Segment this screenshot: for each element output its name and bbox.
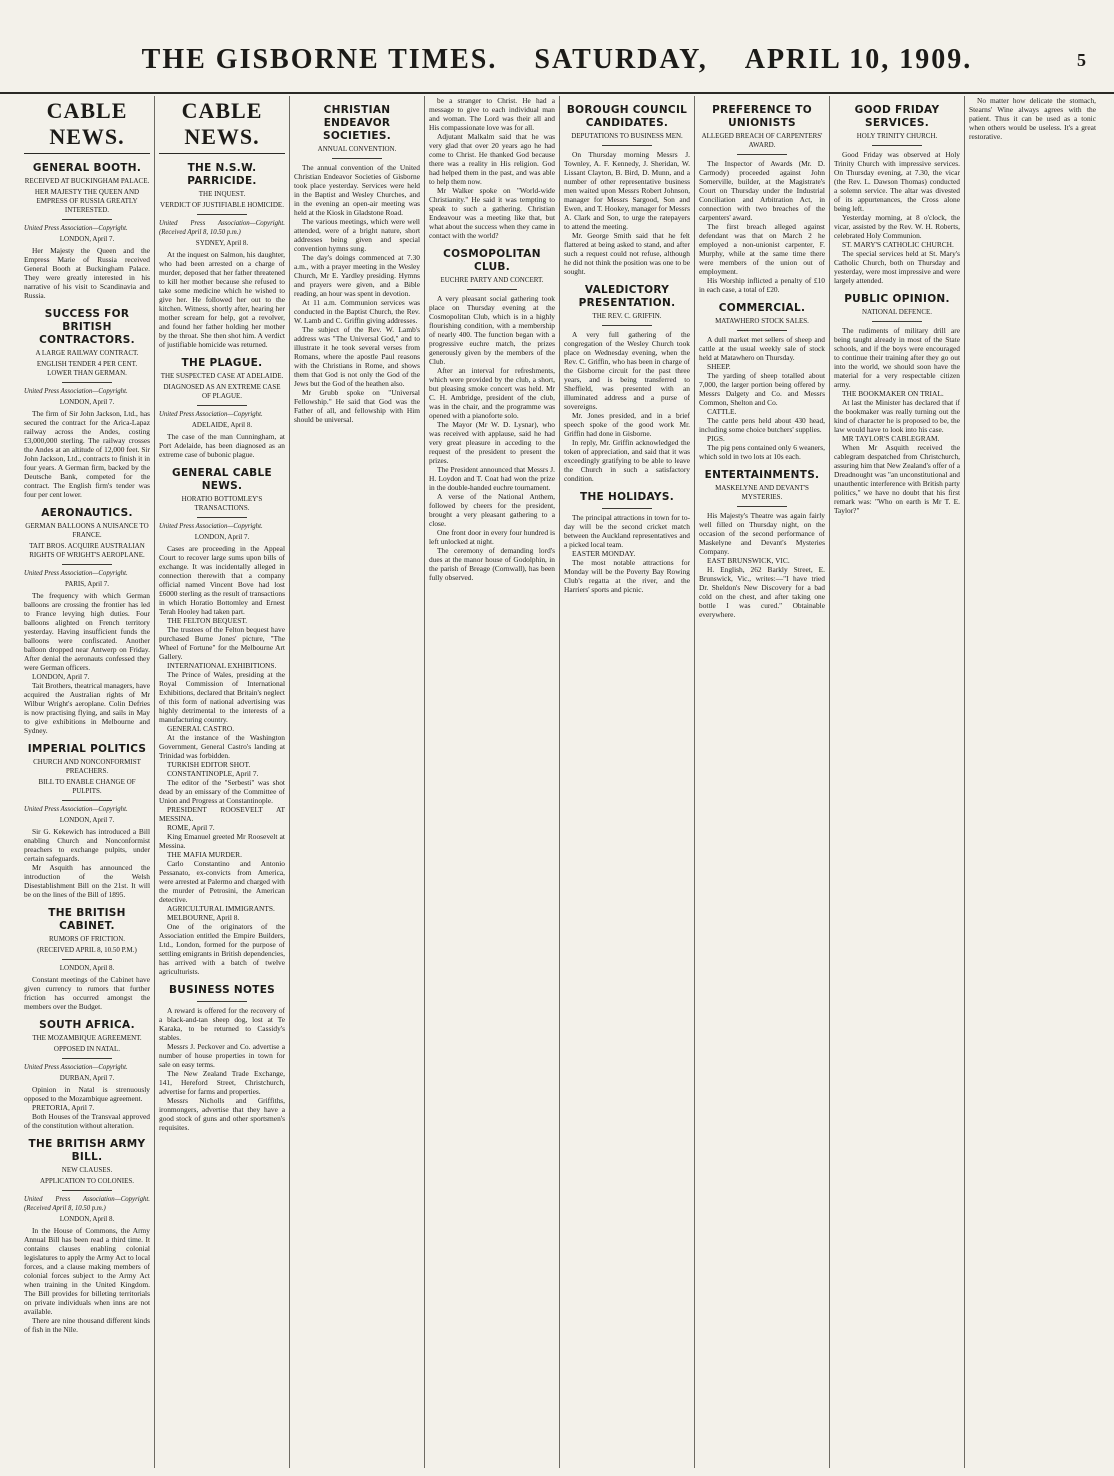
column-7 [830, 96, 965, 1468]
article-subheading: DIAGNOSED AS AN EXTREME CASE OF PLAGUE. [163, 383, 281, 400]
article [24, 162, 150, 300]
article [564, 284, 690, 483]
dateline: LONDON, April 8. [59, 964, 115, 972]
article-paragraph: THE MAFIA MURDER. [167, 850, 242, 859]
article-subheading: NATIONAL DEFENCE. [861, 308, 933, 316]
article-paragraph: In reply, Mr. Griffin acknowledged the token of appreciation, and said that it was exceedingly gratifying to be able to leave the Church in such a satisfactory condition. [564, 438, 690, 483]
article-paragraph: ST. MARY'S CATHOLIC CHURCH. [842, 240, 954, 249]
article-paragraph: At last the Minister has declared that if the bookmaker was really turning out the kind of character he is proposed to be, the law would have to look into his case. [834, 398, 960, 434]
article-paragraph: TURKISH EDITOR SHOT. [167, 760, 251, 769]
article-headline: COMMERCIAL. [718, 302, 806, 314]
article-headline: THE PLAGUE. [181, 357, 263, 369]
column-8 [965, 96, 1100, 1468]
article-subheading: EUCHRE PARTY AND CONCERT. [440, 276, 544, 284]
wire-credit: United Press Association—Copyright. [159, 523, 263, 530]
divider [197, 405, 247, 406]
column-6 [695, 96, 830, 1468]
article-headline: VALEDICTORY PRESENTATION. [578, 284, 676, 309]
article-paragraph: ROME, April 7. [167, 823, 215, 832]
article-headline: CHRISTIAN ENDEAVOR SOCIETIES. [322, 104, 392, 142]
article-paragraph: THE FELTON BEQUEST. [167, 616, 248, 625]
article-headline: BOROUGH COUNCIL CANDIDATES. [566, 104, 688, 129]
divider [62, 800, 112, 801]
article-paragraph: In the House of Commons, the Army Annual Bill has been read a third time. It contains clauses enabling colonial legislatures to apply the Army Act to local forces, and a clause making members of colonial forces subject to the Army Act when training in the United Kingdom. The Bill provides for billeting territorials on private individuals when inns are not available. [24, 1226, 150, 1316]
article-paragraph: There are nine thousand different kinds of fish in the Nile. [24, 1316, 150, 1334]
article-subheading: (RECEIVED APRIL 8, 10.50 P.M.) [37, 946, 137, 954]
article [24, 1138, 150, 1334]
article-paragraph: MR TAYLOR'S CABLEGRAM. [842, 434, 940, 443]
article [429, 96, 555, 240]
article [159, 467, 285, 976]
dateline: ADELAIDE, April 8. [191, 421, 253, 429]
wire-credit: United Press Association—Copyright. [24, 1064, 128, 1071]
issue-date: APRIL 10, 1909. [744, 44, 973, 75]
dateline: PARIS, April 7. [64, 580, 110, 588]
article-paragraph: At 11 a.m. Communion services was conducted in the Baptist Church, the Rev. W. Lamb and C. Griffin giving addresses. [294, 298, 420, 325]
article-paragraph: The rudiments of military drill are being taught already in most of the State schools, and if the boys were encouraged to continue their training after they go out into the world, we should soon have the material for a very respectable citizen army. [834, 326, 960, 389]
article-headline: BUSINESS NOTES [168, 984, 276, 996]
article-paragraph: The President announced that Messrs J. H. Loydon and T. Coat had won the prize in the double-handed euchre tournament. [429, 465, 555, 492]
divider [197, 1001, 247, 1002]
article-subheading: HORATIO BOTTOMLEY'S TRANSACTIONS. [181, 495, 263, 512]
article-subheading: THE REV. C. GRIFFIN. [592, 312, 662, 320]
article [24, 907, 150, 1011]
dateline: LONDON, April 7. [194, 533, 250, 541]
divider [872, 145, 922, 146]
article [429, 248, 555, 528]
article-paragraph: Messrs Nicholls and Griffiths, ironmongers, advertise that they have a good stock of guns and other sportsmen's requisites. [159, 1096, 285, 1132]
article-paragraph: THE BOOKMAKER ON TRIAL. [842, 389, 944, 398]
divider [62, 1058, 112, 1059]
divider [602, 325, 652, 326]
article-paragraph: LONDON, April 7. [32, 672, 90, 681]
article-paragraph: The principal attractions in town for to-day will be the second cricket match between the Auckland representatives and a picked local team. [564, 513, 690, 549]
divider [602, 508, 652, 509]
article-headline: THE BRITISH ARMY BILL. [28, 1138, 146, 1163]
article-paragraph: The Inspector of Awards (Mr. D. Carmody) proceeded against John Somerville, builder, at the Magistrate's Court on Thursday under the Industrial Conciliation and Arbitration Act, in connection with two breaches of the carpenters' award. [699, 159, 825, 222]
article-headline: GENERAL CABLE NEWS. [172, 467, 272, 492]
column-2 [155, 96, 290, 1468]
article-subheading: ENGLISH TENDER 4 PER CENT. LOWER THAN GERMAN. [36, 360, 138, 377]
dateline: LONDON, April 8. [59, 1215, 115, 1223]
article-headline: PREFERENCE TO UNIONISTS [712, 104, 812, 129]
article [159, 162, 285, 349]
article-paragraph: Mr Grubb spoke on "Universal Fellowship." He said that God was the Father of all, and fellowship with Him should be universal. [294, 388, 420, 424]
article-paragraph: Adjutant Malkalm said that he was very glad that over 20 years ago he had come to Christ. He thanked God because there was a reality in His religion. God had helped them in the past, and was able to help them now. [429, 132, 555, 186]
divider [332, 158, 382, 159]
dateline: DURBAN, April 7. [59, 1074, 115, 1082]
article-paragraph: Sir G. Kekewich has introduced a Bill enabling Church and Nonconformist preachers to exchange pulpits, under certain safeguards. [24, 827, 150, 863]
article-paragraph: Mr. Jones presided, and in a brief speech spoke of the good work Mr. Griffin had done in Gisborne. [564, 411, 690, 438]
article-subheading: APPLICATION TO COLONIES. [39, 1177, 135, 1185]
article-subheading: HOLY TRINITY CHURCH. [856, 132, 938, 140]
article-paragraph: The ceremony of demanding lord's dues at the manor house of Godolphin, in the parish of Breage (Cornwall), has been fully observed. [429, 546, 555, 582]
article-headline: AERONAUTICS. [41, 507, 133, 519]
article-paragraph: A dull market met sellers of sheep and cattle at the usual weekly sale of stock held at Matawhero on Thursday. [699, 335, 825, 362]
article-paragraph: H. English, 262 Barkly Street, E. Brunswick, Vic., writes:—"I have tried Dr. Sheldon's New Discovery for a bad cold on the chest, and after taking one bottle I was cured." Obtainable everywhere. [699, 565, 825, 619]
article-paragraph: EASTER MONDAY. [572, 549, 636, 558]
article-paragraph: AGRICULTURAL IMMIGRANTS. [167, 904, 275, 913]
article-paragraph: No matter how delicate the stomach, Stearns' Wine always agrees with the patient. Thus it can be used as a tonic when others would be useless. It's a great restorative. [969, 96, 1096, 141]
column-3 [290, 96, 425, 1468]
article [24, 507, 150, 735]
article-subheading: VERDICT OF JUSTIFIABLE HOMICIDE. [160, 201, 284, 209]
wire-credit: United Press Association—Copyright. [24, 388, 128, 395]
article-paragraph: MELBOURNE, April 8. [167, 913, 240, 922]
newspaper-columns [20, 96, 1100, 1468]
article-paragraph: SHEEP. [707, 362, 731, 371]
article [699, 302, 825, 461]
wire-credit: United Press Association—Copyright. [24, 225, 128, 232]
article-headline: THE N.S.W. PARRICIDE. [187, 162, 257, 187]
article-paragraph: At the inquest on Salmon, his daughter, who had been arrested on a charge of murder, deposed that her father threatened to kill her mother because she refused to take some medicine which he wished to give her. He followed her out to the kitchen. Witness, shortly after, hearing her mother scream for help, got a revolver, and found her father holding her mother by the throat. She then shot him. A verdict of justifiable homicide was returned. [159, 250, 285, 349]
article-subheading: THE MOZAMBIQUE AGREEMENT. [32, 1034, 142, 1042]
article-paragraph: The subject of the Rev. W. Lamb's address was "The Universal God," and to illustrate it he took several verses from Romans, where the apostle Paul reasons with the Christians in Rome, and shows them that God is not only the God of the Jews but the God of the heathen also. [294, 325, 420, 388]
article-paragraph: Good Friday was observed at Holy Trinity Church with impressive services. On Thursday evening, at 7.30, the vicar (the Rev. L. Dawson Thomas) conducted a solemn service. The altar was divested of its appurtenances, the Cross alone being left. [834, 150, 960, 213]
dateline: LONDON, April 7. [59, 235, 115, 243]
divider [62, 1190, 112, 1191]
wire-credit: United Press Association—Copyright. [159, 411, 263, 418]
article-subheading: THE INQUEST. [198, 190, 246, 198]
article-paragraph: A reward is offered for the recovery of a black-and-tan sheep dog, lost at Te Karaka, to be returned to Cassidy's stables. [159, 1006, 285, 1042]
divider [62, 219, 112, 220]
article-paragraph: Messrs J. Peckover and Co. advertise a number of house properties in town for sale on easy terms. [159, 1042, 285, 1069]
article-paragraph: INTERNATIONAL EXHIBITIONS. [167, 661, 277, 670]
article-paragraph: PRETORIA, April 7. [32, 1103, 95, 1112]
article-subheading: ALLEGED BREACH OF CARPENTERS' AWARD. [701, 132, 823, 149]
article [24, 1019, 150, 1130]
article-subheading: THE SUSPECTED CASE AT ADELAIDE. [160, 372, 284, 380]
article-paragraph: EAST BRUNSWICK, VIC. [707, 556, 790, 565]
divider [602, 145, 652, 146]
article-paragraph: PRESIDENT ROOSEVELT AT MESSINA. [159, 805, 285, 823]
article-paragraph: Cases are proceeding in the Appeal Court to recover large sums upon bills of exchange. It was incidentally alleged in connection therewith that a company official named Vincent Bove had lost £6000 sterling as the result of transactions in which Horatio Bottomley and Ernest Terah Hooley had taken part. [159, 544, 285, 616]
article-paragraph: Opinion in Natal is strenuously opposed to the Mozambique agreement. [24, 1085, 150, 1103]
wire-credit: United Press Association—Copyright. (Received April 8, 10.50 p.m.) [159, 220, 285, 236]
article-paragraph: Her Majesty the Queen and the Empress Marie of Russia received General Booth at Buckingham Palace. They were greatly interested in his narrative of his visit to Scandinavia and Russia. [24, 246, 150, 300]
article [699, 104, 825, 294]
article-paragraph: The special services held at St. Mary's Catholic Church, both on Thursday and yesterday, were most impressive and were largely attended. [834, 249, 960, 285]
article [834, 104, 960, 285]
article-paragraph: His Majesty's Theatre was again fairly well filled on Thursday night, on the occasion of the second performance of Maskelyne and Devant's Mysteries Company. [699, 511, 825, 556]
article-paragraph: Mr Walker spoke on "World-wide Christianity." He said it was tempting to speak to such a gathering. Christian Endeavour was a meeting like that, but what about the success when they came in contact with the world? [429, 186, 555, 240]
article [564, 491, 690, 594]
masthead-title [0, 44, 1114, 76]
article-headline: THE HOLIDAYS. [580, 491, 674, 503]
masthead [0, 0, 1114, 94]
divider [737, 330, 787, 331]
article-paragraph: The Mayor (Mr W. D. Lysnar), who was received with applause, said he had very great pleasure in acceding to the request of the president to present the prizes. [429, 420, 555, 465]
article-paragraph: The most notable attractions for Monday will be the Poverty Bay Rowing Club's regatta at the river, and the Harriers' sports and picnic. [564, 558, 690, 594]
article-paragraph: CONSTANTINOPLE, April 7. [167, 769, 259, 778]
article-subheading: DEPUTATIONS TO BUSINESS MEN. [571, 132, 683, 140]
article-paragraph: The annual convention of the United Christian Endeavor Societies of Gisborne took place yesterday. Services were held in the Baptist and Wesley Churches, and in the evening an open-air meeting was held at the Kiosk in Gladstone Road. [294, 163, 420, 217]
dateline: SYDNEY, April 8. [195, 239, 249, 247]
article [159, 357, 285, 459]
issue-day: SATURDAY, [534, 44, 708, 75]
article-paragraph: The editor of the "Serbesti" was shot dead by an emissary of the Committee of Union and Progress at Constantinople. [159, 778, 285, 805]
article [24, 743, 150, 899]
article [159, 984, 285, 1132]
article-paragraph: The cattle pens held about 430 head, including some choice butchers' supplies. [699, 416, 825, 434]
article-paragraph: One front door in every four hundred is left unlocked at night. [429, 528, 555, 546]
article [969, 96, 1096, 141]
article-headline: SUCCESS FOR BRITISH CONTRACTORS. [39, 308, 135, 346]
article-paragraph: Both Houses of the Transvaal approved of the constitution without alteration. [24, 1112, 150, 1130]
article-subheading: BILL TO ENABLE CHANGE OF PULPITS. [38, 778, 136, 795]
article-headline: ENTERTAINMENTS. [704, 469, 820, 481]
divider [62, 382, 112, 383]
article-paragraph: When Mr Asquith received the cablegram despatched from Christchurch, assuring him that New Zealand's offer of a Dreadnought was "an unconstitutional and unauthentic interference with British party politics," we have no doubt that his first remark was: "Who on earth is Mr T. E. Taylor?" [834, 443, 960, 515]
article-subheading: RECEIVED AT BUCKINGHAM PALACE. [24, 177, 150, 185]
article-paragraph: At the instance of the Washington Government, General Castro's landing at Trinidad was forbidden. [159, 733, 285, 760]
divider [872, 321, 922, 322]
article-headline: SOUTH AFRICA. [39, 1019, 135, 1031]
column-4 [425, 96, 560, 1468]
article-paragraph: The Prince of Wales, presiding at the Royal Commission of International Exhibitions, declared that Britain's neglect of this form of national advertising was highly detrimental to the interests of a manufacturing country. [159, 670, 285, 724]
column-1 [20, 96, 155, 1468]
article [24, 308, 150, 499]
article-paragraph: On Thursday morning Messrs J. Townley, A. F. Kennedy, J. Sheridan, W. Lissant Clayton, B. Bird, D. Munn, and a number of other representative business men waited upon Messrs Robert Johnson, manager for Messrs Sargood, Son and Ewen, and T. Hookey, manager for Messrs A. Clark and Son, to urge the ratepayers to attend the meeting. [564, 150, 690, 231]
divider [62, 564, 112, 565]
article [429, 528, 555, 582]
article-paragraph: The case of the man Cunningham, at Port Adelaide, has been diagnosed as an extreme case of bubonic plague. [159, 432, 285, 459]
article-paragraph: The yarding of sheep totalled about 7,000, the larger portion being offered by Messrs Dalgety and Co. and Messrs Common, Shelton and Co. [699, 371, 825, 407]
article-subheading: A LARGE RAILWAY CONTRACT. [35, 349, 139, 357]
article-subheading: HER MAJESTY THE QUEEN AND EMPRESS OF RUSSIA GREATLY INTERESTED. [34, 188, 140, 214]
article-subheading: MATAWHERO STOCK SALES. [715, 317, 809, 325]
article-headline: IMPERIAL POLITICS [27, 743, 147, 755]
article-paragraph: A verse of the National Anthem, followed by cheers for the president, brought a very pleasant gathering to a close. [429, 492, 555, 528]
wire-credit: United Press Association—Copyright. [24, 570, 128, 577]
article-subheading: NEW CLAUSES. [61, 1166, 113, 1174]
article-paragraph: CATTLE. [707, 407, 737, 416]
article-paragraph: PIGS. [707, 434, 725, 443]
article [834, 293, 960, 515]
dateline: LONDON, April 7. [59, 816, 115, 824]
article-paragraph: The pig pens contained only 6 weaners, which sold in two lots at 10s each. [699, 443, 825, 461]
section-heading: CABLE NEWS. [159, 98, 285, 154]
article-subheading: CHURCH AND NONCONFORMIST PREACHERS. [33, 758, 141, 775]
article-paragraph: The New Zealand Trade Exchange, 141, Hereford Street, Christchurch, advertise for farms and properties. [159, 1069, 285, 1096]
article-paragraph: After an interval for refreshments, which were provided by the club, a short, but pleasing smoke concert was held. Mr C. H. Ambridge, president of the club, was in the chair, and the programme was opened with a pianoforte solo. [429, 366, 555, 420]
article-subheading: OPPOSED IN NATAL. [53, 1045, 121, 1053]
article-paragraph: Constant meetings of the Cabinet have given currency to rumors that further friction has occurred amongst the members over the Budget. [24, 975, 150, 1011]
section-heading: CABLE NEWS. [24, 98, 150, 154]
newspaper-name: THE GISBORNE TIMES. [141, 44, 498, 75]
dateline: LONDON, April 7. [59, 398, 115, 406]
article-subheading: ANNUAL CONVENTION. [317, 145, 397, 153]
article-headline: PUBLIC OPINION. [844, 293, 950, 305]
article-headline: GOOD FRIDAY SERVICES. [854, 104, 940, 129]
article-subheading: GERMAN BALLOONS A NUISANCE TO FRANCE. [25, 522, 149, 539]
article-paragraph: King Emanuel greeted Mr Roosevelt at Messina. [159, 832, 285, 850]
divider [737, 154, 787, 155]
column-5 [560, 96, 695, 1468]
article-headline: GENERAL BOOTH. [32, 162, 142, 174]
article-paragraph: The firm of Sir John Jackson, Ltd., has secured the contract for the Arica-Lapaz railway across the Andes, costing £3,000,000 sterling. The railway crosses the Andes at an altitude of 12,000 feet. Sir John Jackson, Ltd., contracts to finish it in four years. A German firm, backed by the Deutsche Bank, competed for the contract. The English firm's tender was four per cent lower. [24, 409, 150, 499]
divider [467, 289, 517, 290]
article-paragraph: Mr. George Smith said that he felt flattered at being asked to stand, and after such a request could not refuse, although he did not think the position was one to be sought. [564, 231, 690, 276]
wire-credit: United Press Association—Copyright. (Received April 8, 10.50 p.m.) [24, 1196, 150, 1212]
article-headline: THE BRITISH CABINET. [48, 907, 126, 932]
page-number: 5 [1077, 50, 1086, 70]
article-paragraph: A very pleasant social gathering took place on Thursday evening at the Cosmopolitan Club, which is in a highly flourishing condition, with a membership of nearly 400. The function began with a progressive euchre match, the prizes generously given by the members of the Club. [429, 294, 555, 366]
article-paragraph: The various meetings, which were well attended, were of a bright nature, short addresses being given and special convention hymns sung. [294, 217, 420, 253]
article-subheading: RUMORS OF FRICTION. [48, 935, 126, 943]
article-paragraph: GENERAL CASTRO. [167, 724, 235, 733]
article-paragraph: Tait Brothers, theatrical managers, have acquired the Australian rights of Mr Wilbur Wright's aeroplane. Colin Defries is now practising flying, and sails in May to give exhibitions in Melbourne and Sydney. [24, 681, 150, 735]
article-paragraph: A very full gathering of the congregation of the Wesley Church took place on Wednesday evening, when the Rev. C. Griffin, who has been in charge of the Gisborne circuit for the past three years, and is being transferred to Sheffield, was presented with an illuminated address and a purse of sovereigns. [564, 330, 690, 411]
article [699, 469, 825, 619]
article-paragraph: Carlo Constantino and Antonio Pessanato, ex-convicts from America, were arrested at Palermo and charged with the murder of Petrosini, the American detective. [159, 859, 285, 904]
article-paragraph: Yesterday morning, at 8 o'clock, the vicar, assisted by the Rev. W. H. Roberts, celebrated Holy Communion. [834, 213, 960, 240]
article [564, 104, 690, 276]
article [294, 104, 420, 424]
article-paragraph: The trustees of the Felton bequest have purchased Burne Jones' picture, "The Wheel of Fortune" for the Melbourne Art Gallery. [159, 625, 285, 661]
divider [737, 506, 787, 507]
article-headline: COSMOPOLITAN CLUB. [443, 248, 541, 273]
article-paragraph: The first breach alleged against defendant was that on March 2 he employed a non-unionist carpenter, F. Murphy, while at the same time there were members of the union out of employment. [699, 222, 825, 276]
article-paragraph: His Worship inflicted a penalty of £10 in each case, a total of £20. [699, 276, 825, 294]
article-paragraph: be a stranger to Christ. He had a message to give to each individual man and woman. The Lord was their all and His compassionate love was for all. [429, 96, 555, 132]
article-paragraph: Mr Asquith has announced the introduction of the Welsh Disestablishment Bill on the 21st. It will be on the lines of the Bill of 1895. [24, 863, 150, 899]
article-paragraph: The frequency with which German balloons are crossing the frontier has led to France levying high duties. Four balloons alighted on French territory yesterday. Having insufficient funds the balloons were confiscated. Another balloon dropped near Antwerp on Friday. After denial the aeronauts confessed they were German officers. [24, 591, 150, 672]
article-paragraph: The day's doings commenced at 7.30 a.m., with a prayer meeting in the Wesley Church, Mr E. Yardley presiding. Hymns and prayers were given, and a Bible reading, an hour was spent in devotion. [294, 253, 420, 298]
article-subheading: TAIT BROS. ACQUIRE AUSTRALIAN RIGHTS OF WRIGHT'S AEROPLANE. [29, 542, 145, 559]
wire-credit: United Press Association—Copyright. [24, 806, 128, 813]
divider [197, 214, 247, 215]
divider [62, 959, 112, 960]
article-subheading: MASKELYNE AND DEVANT'S MYSTERIES. [715, 484, 809, 501]
divider [197, 517, 247, 518]
article-paragraph: One of the originators of the Association entitled the Empire Builders, Ltd., London, formed for the purpose of settling emigrants in British dependencies, has arrived with a batch of twelve agriculturists. [159, 922, 285, 976]
